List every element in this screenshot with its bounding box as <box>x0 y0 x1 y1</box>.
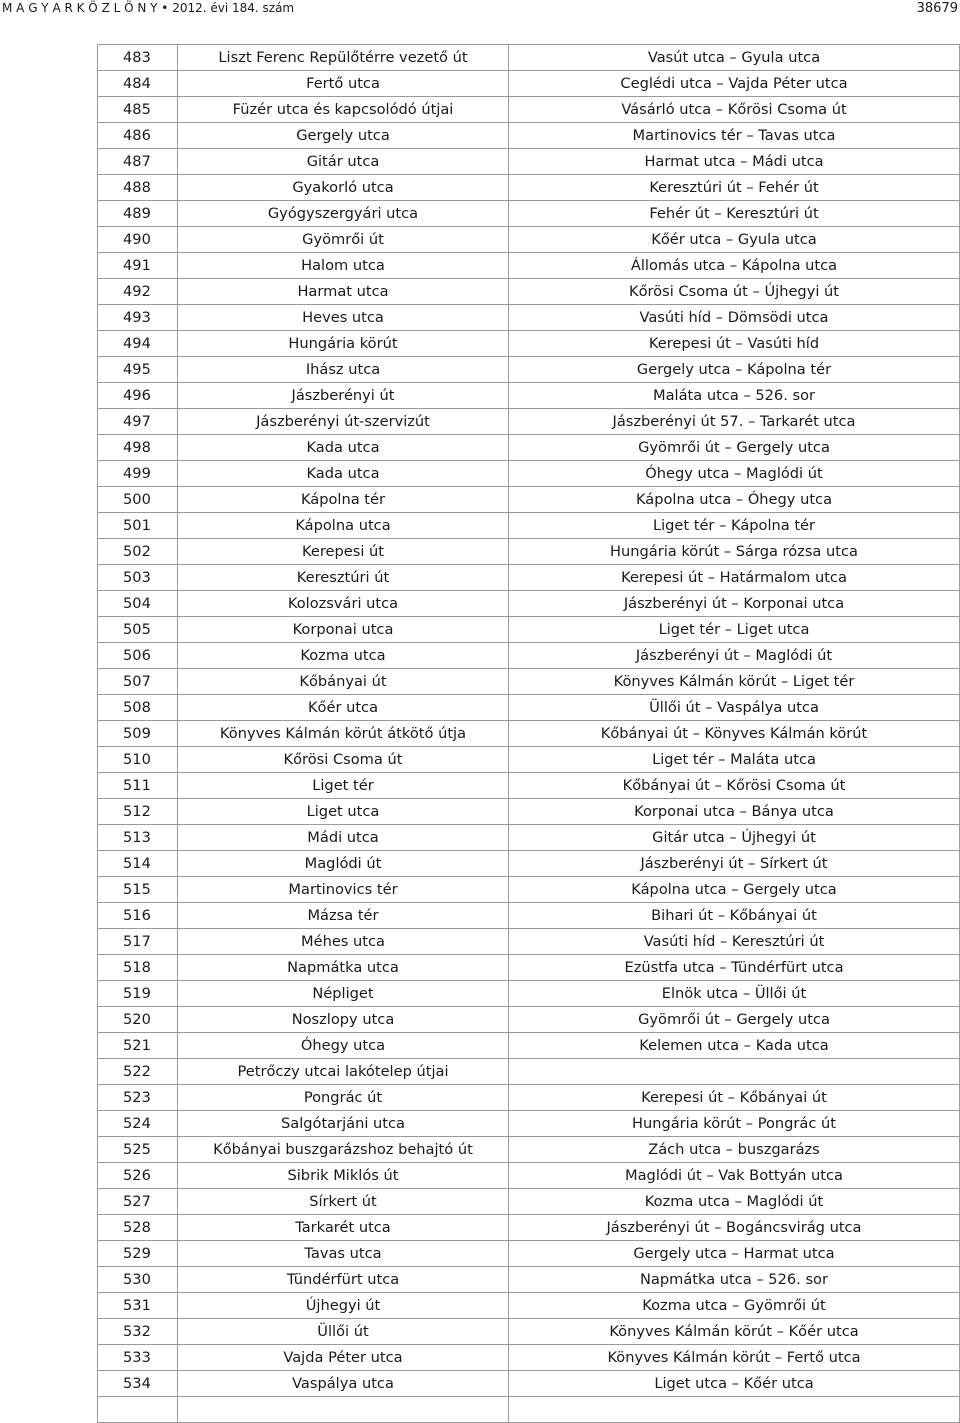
row-number: 534 <box>98 1371 178 1397</box>
street-name: Harmat utca <box>178 279 509 305</box>
row-number: 507 <box>98 669 178 695</box>
street-section: Gyömrői út – Gergely utca <box>509 435 960 461</box>
street-section: Gergely utca – Harmat utca <box>509 1241 960 1267</box>
street-section: Korponai utca – Bánya utca <box>509 799 960 825</box>
row-number: 501 <box>98 513 178 539</box>
row-number: 509 <box>98 721 178 747</box>
table-row <box>98 669 960 695</box>
row-number: 526 <box>98 1163 178 1189</box>
street-name: Sibrik Miklós út <box>178 1163 509 1189</box>
street-name: Petrőczy utcai lakótelep útjai <box>178 1059 509 1085</box>
street-section: Napmátka utca – 526. sor <box>509 1267 960 1293</box>
row-number: 491 <box>98 253 178 279</box>
street-section: Vásárló utca – Kőrösi Csoma út <box>509 97 960 123</box>
street-section: Hungária körút – Sárga rózsa utca <box>509 539 960 565</box>
street-name: Kőbányai út <box>178 669 509 695</box>
street-section: Kőér utca – Gyula utca <box>509 227 960 253</box>
street-section <box>509 1059 960 1085</box>
table-row <box>98 279 960 305</box>
table-row <box>98 617 960 643</box>
row-number: 525 <box>98 1137 178 1163</box>
street-name: Kápolna tér <box>178 487 509 513</box>
row-number: 485 <box>98 97 178 123</box>
row-number: 508 <box>98 695 178 721</box>
table-row <box>98 1189 960 1215</box>
street-section: Liget tér – Maláta utca <box>509 747 960 773</box>
street-section: Jászberényi út 57. – Tarkarét utca <box>509 409 960 435</box>
street-name: Liget utca <box>178 799 509 825</box>
street-section: Kápolna utca – Gergely utca <box>509 877 960 903</box>
row-number: 483 <box>98 45 178 71</box>
table-row <box>98 201 960 227</box>
row-number: 527 <box>98 1189 178 1215</box>
row-number: 499 <box>98 461 178 487</box>
row-number: 522 <box>98 1059 178 1085</box>
street-name: Mádi utca <box>178 825 509 851</box>
street-name: Üllői út <box>178 1319 509 1345</box>
row-number: 484 <box>98 71 178 97</box>
table-row <box>98 175 960 201</box>
street-name: Gergely utca <box>178 123 509 149</box>
row-number: 512 <box>98 799 178 825</box>
street-section: Bihari út – Kőbányai út <box>509 903 960 929</box>
table-row <box>98 461 960 487</box>
street-name: Tündérfürt utca <box>178 1267 509 1293</box>
street-section: Liget tér – Kápolna tér <box>509 513 960 539</box>
street-name: Tarkarét utca <box>178 1215 509 1241</box>
street-section: Liget utca – Kőér utca <box>509 1371 960 1397</box>
street-name: Korponai utca <box>178 617 509 643</box>
street-section: Jászberényi út – Sírkert út <box>509 851 960 877</box>
street-name: Kada utca <box>178 461 509 487</box>
table-row <box>98 253 960 279</box>
table-row <box>98 409 960 435</box>
row-number: 513 <box>98 825 178 851</box>
row-number: 493 <box>98 305 178 331</box>
table-row <box>98 1111 960 1137</box>
street-section: Üllői út – Vaspálya utca <box>509 695 960 721</box>
table-row <box>98 305 960 331</box>
row-number: 510 <box>98 747 178 773</box>
row-number: 533 <box>98 1345 178 1371</box>
row-number: 500 <box>98 487 178 513</box>
table-row <box>98 929 960 955</box>
table-row <box>98 1085 960 1111</box>
street-name: Népliget <box>178 981 509 1007</box>
street-name: Gitár utca <box>178 149 509 175</box>
street-section: Kápolna utca – Óhegy utca <box>509 487 960 513</box>
table-row <box>98 357 960 383</box>
street-section: Jászberényi út – Bogáncsvirág utca <box>509 1215 960 1241</box>
row-number: 504 <box>98 591 178 617</box>
street-name: Kőrösi Csoma út <box>178 747 509 773</box>
street-name: Mázsa tér <box>178 903 509 929</box>
street-name: Halom utca <box>178 253 509 279</box>
row-number: 517 <box>98 929 178 955</box>
page-header <box>0 0 960 18</box>
row-number: 488 <box>98 175 178 201</box>
street-name: Tavas utca <box>178 1241 509 1267</box>
row-number: 524 <box>98 1111 178 1137</box>
street-name: Óhegy utca <box>178 1033 509 1059</box>
street-section: Kozma utca – Maglódi út <box>509 1189 960 1215</box>
row-number: 531 <box>98 1293 178 1319</box>
row-number: 528 <box>98 1215 178 1241</box>
row-number <box>98 1397 178 1423</box>
street-name: Kozma utca <box>178 643 509 669</box>
street-section: Ceglédi utca – Vajda Péter utca <box>509 71 960 97</box>
row-number: 529 <box>98 1241 178 1267</box>
table-row <box>98 1319 960 1345</box>
street-section: Könyves Kálmán körút – Liget tér <box>509 669 960 695</box>
table-row <box>98 877 960 903</box>
street-section: Maláta utca – 526. sor <box>509 383 960 409</box>
table-row <box>98 851 960 877</box>
table-row <box>98 643 960 669</box>
street-name: Napmátka utca <box>178 955 509 981</box>
street-table <box>97 44 960 1423</box>
street-section: Vasúti híd – Dömsödi utca <box>509 305 960 331</box>
table-row <box>98 123 960 149</box>
row-number: 503 <box>98 565 178 591</box>
street-name: Gyömrői út <box>178 227 509 253</box>
street-section: Elnök utca – Üllői út <box>509 981 960 1007</box>
street-name: Martinovics tér <box>178 877 509 903</box>
street-section: Liget tér – Liget utca <box>509 617 960 643</box>
row-number: 506 <box>98 643 178 669</box>
row-number: 497 <box>98 409 178 435</box>
row-number: 511 <box>98 773 178 799</box>
table-row <box>98 981 960 1007</box>
street-section: Kőrösi Csoma út – Újhegyi út <box>509 279 960 305</box>
table-row <box>98 149 960 175</box>
street-section: Óhegy utca – Maglódi út <box>509 461 960 487</box>
table-row <box>98 1293 960 1319</box>
row-number: 502 <box>98 539 178 565</box>
table-row <box>98 1241 960 1267</box>
street-name: Jászberényi út <box>178 383 509 409</box>
table-row <box>98 955 960 981</box>
street-section: Hungária körút – Pongrác út <box>509 1111 960 1137</box>
row-number: 486 <box>98 123 178 149</box>
street-section: Maglódi út – Vak Bottyán utca <box>509 1163 960 1189</box>
street-name: Maglódi út <box>178 851 509 877</box>
street-name: Kápolna utca <box>178 513 509 539</box>
street-name: Könyves Kálmán körút átkötő útja <box>178 721 509 747</box>
row-number: 492 <box>98 279 178 305</box>
street-section: Állomás utca – Kápolna utca <box>509 253 960 279</box>
street-name: Heves utca <box>178 305 509 331</box>
street-name: Gyógyszergyári utca <box>178 201 509 227</box>
table-row <box>98 1007 960 1033</box>
table-row <box>98 565 960 591</box>
table-row <box>98 747 960 773</box>
row-number: 496 <box>98 383 178 409</box>
street-section: Kerepesi út – Kőbányai út <box>509 1085 960 1111</box>
street-name <box>178 1397 509 1423</box>
street-name: Ihász utca <box>178 357 509 383</box>
street-name: Vajda Péter utca <box>178 1345 509 1371</box>
street-section: Fehér út – Keresztúri út <box>509 201 960 227</box>
table-row <box>98 773 960 799</box>
street-section: Martinovics tér – Tavas utca <box>509 123 960 149</box>
row-number: 532 <box>98 1319 178 1345</box>
street-section: Jászberényi út – Korponai utca <box>509 591 960 617</box>
street-name: Kolozsvári utca <box>178 591 509 617</box>
street-name: Fertő utca <box>178 71 509 97</box>
street-name: Kada utca <box>178 435 509 461</box>
street-section: Vasúti híd – Keresztúri út <box>509 929 960 955</box>
street-name: Kőér utca <box>178 695 509 721</box>
street-section: Kozma utca – Gyömrői út <box>509 1293 960 1319</box>
table-row <box>98 799 960 825</box>
table-row <box>98 1397 960 1423</box>
table-row <box>98 513 960 539</box>
table-row <box>98 71 960 97</box>
street-section: Kőbányai út – Kőrösi Csoma út <box>509 773 960 799</box>
street-section: Keresztúri út – Fehér út <box>509 175 960 201</box>
street-section: Jászberényi út – Maglódi út <box>509 643 960 669</box>
table-row <box>98 1163 960 1189</box>
table-row <box>98 591 960 617</box>
street-name: Salgótarjáni utca <box>178 1111 509 1137</box>
street-name: Kerepesi út <box>178 539 509 565</box>
street-name: Újhegyi út <box>178 1293 509 1319</box>
table-row <box>98 331 960 357</box>
row-number: 489 <box>98 201 178 227</box>
street-name: Vaspálya utca <box>178 1371 509 1397</box>
table-row <box>98 825 960 851</box>
street-section: Vasút utca – Gyula utca <box>509 45 960 71</box>
street-name: Füzér utca és kapcsolódó útjai <box>178 97 509 123</box>
street-section: Kőbányai út – Könyves Kálmán körút <box>509 721 960 747</box>
table-row <box>98 1215 960 1241</box>
street-name: Kőbányai buszgarázshoz behajtó út <box>178 1137 509 1163</box>
row-number: 495 <box>98 357 178 383</box>
street-section: Zách utca – buszgarázs <box>509 1137 960 1163</box>
street-name: Méhes utca <box>178 929 509 955</box>
row-number: 530 <box>98 1267 178 1293</box>
row-number: 487 <box>98 149 178 175</box>
row-number: 521 <box>98 1033 178 1059</box>
street-section: Gyömrői út – Gergely utca <box>509 1007 960 1033</box>
table-row <box>98 1371 960 1397</box>
table-row <box>98 383 960 409</box>
street-name: Gyakorló utca <box>178 175 509 201</box>
street-section: Kerepesi út – Vasúti híd <box>509 331 960 357</box>
row-number: 490 <box>98 227 178 253</box>
table-row <box>98 1033 960 1059</box>
table-row <box>98 1345 960 1371</box>
street-section: Kerepesi út – Határmalom utca <box>509 565 960 591</box>
street-name: Noszlopy utca <box>178 1007 509 1033</box>
row-number: 516 <box>98 903 178 929</box>
table-row <box>98 695 960 721</box>
table-row <box>98 721 960 747</box>
street-section <box>509 1397 960 1423</box>
street-name: Sírkert út <box>178 1189 509 1215</box>
row-number: 518 <box>98 955 178 981</box>
street-name: Pongrác út <box>178 1085 509 1111</box>
table-row <box>98 1059 960 1085</box>
street-section: Kelemen utca – Kada utca <box>509 1033 960 1059</box>
street-section: Gergely utca – Kápolna tér <box>509 357 960 383</box>
street-table-body <box>98 45 960 1423</box>
street-section: Harmat utca – Mádi utca <box>509 149 960 175</box>
street-name: Jászberényi út-szervizút <box>178 409 509 435</box>
row-number: 523 <box>98 1085 178 1111</box>
row-number: 505 <box>98 617 178 643</box>
table-row <box>98 1267 960 1293</box>
table-row <box>98 45 960 71</box>
table-row <box>98 97 960 123</box>
row-number: 519 <box>98 981 178 1007</box>
row-number: 515 <box>98 877 178 903</box>
table-row <box>98 487 960 513</box>
table-row <box>98 435 960 461</box>
street-name: Keresztúri út <box>178 565 509 591</box>
street-section: Könyves Kálmán körút – Fertő utca <box>509 1345 960 1371</box>
table-row <box>98 903 960 929</box>
table-row <box>98 1137 960 1163</box>
street-name: Liszt Ferenc Repülőtérre vezető út <box>178 45 509 71</box>
row-number: 514 <box>98 851 178 877</box>
street-section: Könyves Kálmán körút – Kőér utca <box>509 1319 960 1345</box>
street-section: Gitár utca – Újhegyi út <box>509 825 960 851</box>
table-row <box>98 539 960 565</box>
street-section: Ezüstfa utca – Tündérfürt utca <box>509 955 960 981</box>
row-number: 494 <box>98 331 178 357</box>
page-number: 38679 <box>916 1 958 16</box>
street-name: Liget tér <box>178 773 509 799</box>
street-name: Hungária körút <box>178 331 509 357</box>
table-row <box>98 227 960 253</box>
row-number: 498 <box>98 435 178 461</box>
row-number: 520 <box>98 1007 178 1033</box>
journal-title: M A G Y A R K Ö Z L Ö N Y • 2012. évi 184. szám <box>2 1 295 15</box>
